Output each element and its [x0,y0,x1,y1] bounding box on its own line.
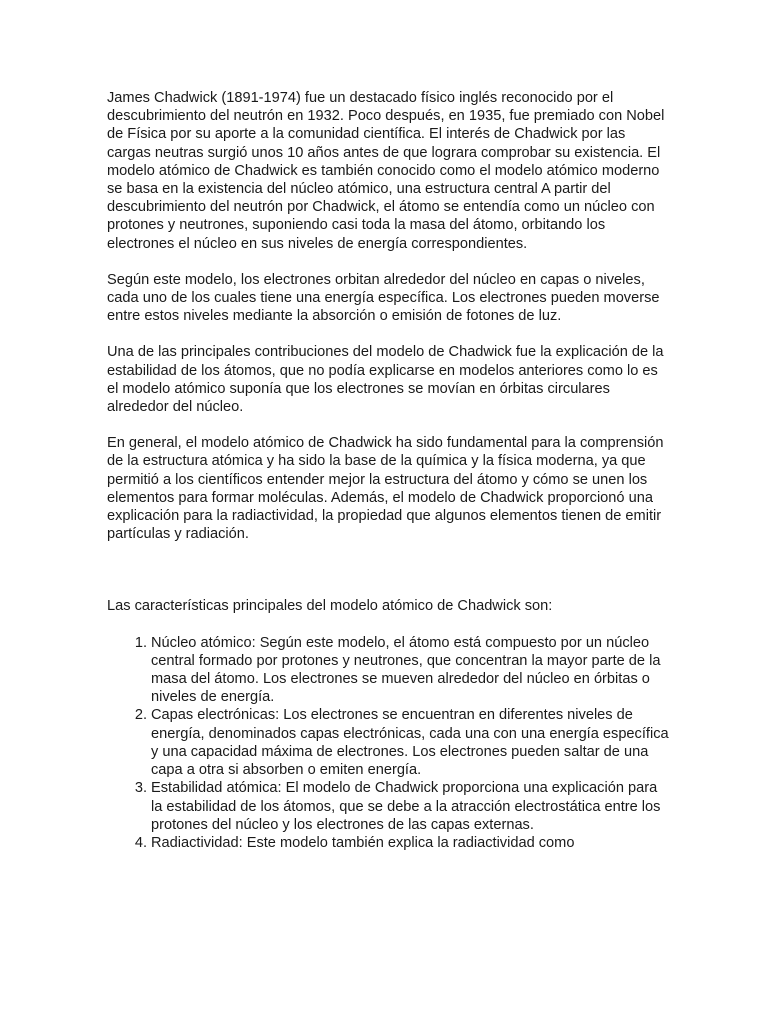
list-item-text: Radiactividad: Este modelo también explica la radiactividad como [151,834,575,851]
list-item-text: Estabilidad atómica: El modelo de Chadwick proporciona una explicación para la estabilidad de los átomos, que se debe a la atracción electrostática entre los protones del núcleo y los electrones de las capas externas. [151,780,661,833]
list-item-text: Núcleo atómico: Según este modelo, el átomo está compuesto por un núcleo central formado por protones y neutrones, que concentran la mayor parte de la masa del átomo. Los electrones se mueven alrededor del núcleo en órbitas o niveles de energía. [151,634,661,706]
list-item-number: 3. [134,780,147,797]
feature-list [107,634,669,852]
list-item-text: Capas electrónicas: Los electrones se encuentran en diferentes niveles de energía, denominados capas electrónicas, cada una con una energía específica y una capacidad máxima de electrones. Los electrones pueden saltar de una capa a otra si absorben o emiten energía. [151,707,669,779]
list-item-number: 2. [134,707,147,724]
paragraph: En general, el modelo atómico de Chadwick ha sido fundamental para la comprensión de la estructura atómica y ha sido la base de la química y la física moderna, ya que permitió a los científicos entender mejor la estructura del átomo y cómo se unen los elementos para formar moléculas. Además, el modelo de Chadwick proporcionó una explicación para la radiactividad, la propiedad que algunos elementos tienen de emitir partículas y radiación. [107,435,664,543]
list-intro: Las características principales del modelo atómico de Chadwick son: [107,598,553,615]
list-item [134,779,669,834]
paragraph: Según este modelo, los electrones orbitan alrededor del núcleo en capas o niveles, cada uno de los cuales tiene una energía específica. Los electrones pueden moverse entre estos niveles mediante la absorción o emisión de fotones de luz. [107,271,660,325]
paragraph: James Chadwick (1891-1974) fue un destacado físico inglés reconocido por el descubrimiento del neutrón en 1932. Poco después, en 1935, fue premiado con Nobel de Física por su aporte a la comunidad científica. El interés de Chadwick por las cargas neutras surgió unos 10 años antes de que lograra comprobar su existencia. El modelo atómico de Chadwick es también conocido como el modelo atómico moderno se basa en la existencia del núcleo atómico, una estructura central A partir del descubrimiento del neutrón por Chadwick, el átomo se entendía como un núcleo con protones y neutrones, suponiendo casi toda la masa del átomo, orbitando los electrones el núcleo en sus niveles de energía correspondientes. [107,90,665,252]
list-item [134,706,669,779]
list-item-number: 4. [134,834,147,851]
list-item [134,834,669,852]
list-item-number: 1. [134,634,147,651]
paragraph: Una de las principales contribuciones del modelo de Chadwick fue la explicación de la estabilidad de los átomos, que no podía explicarse en modelos anteriores como lo es el modelo atómico suponía que los electrones se movían en órbitas circulares alrededor del núcleo. [107,344,664,416]
list-item [134,634,669,707]
document-body [107,89,669,852]
